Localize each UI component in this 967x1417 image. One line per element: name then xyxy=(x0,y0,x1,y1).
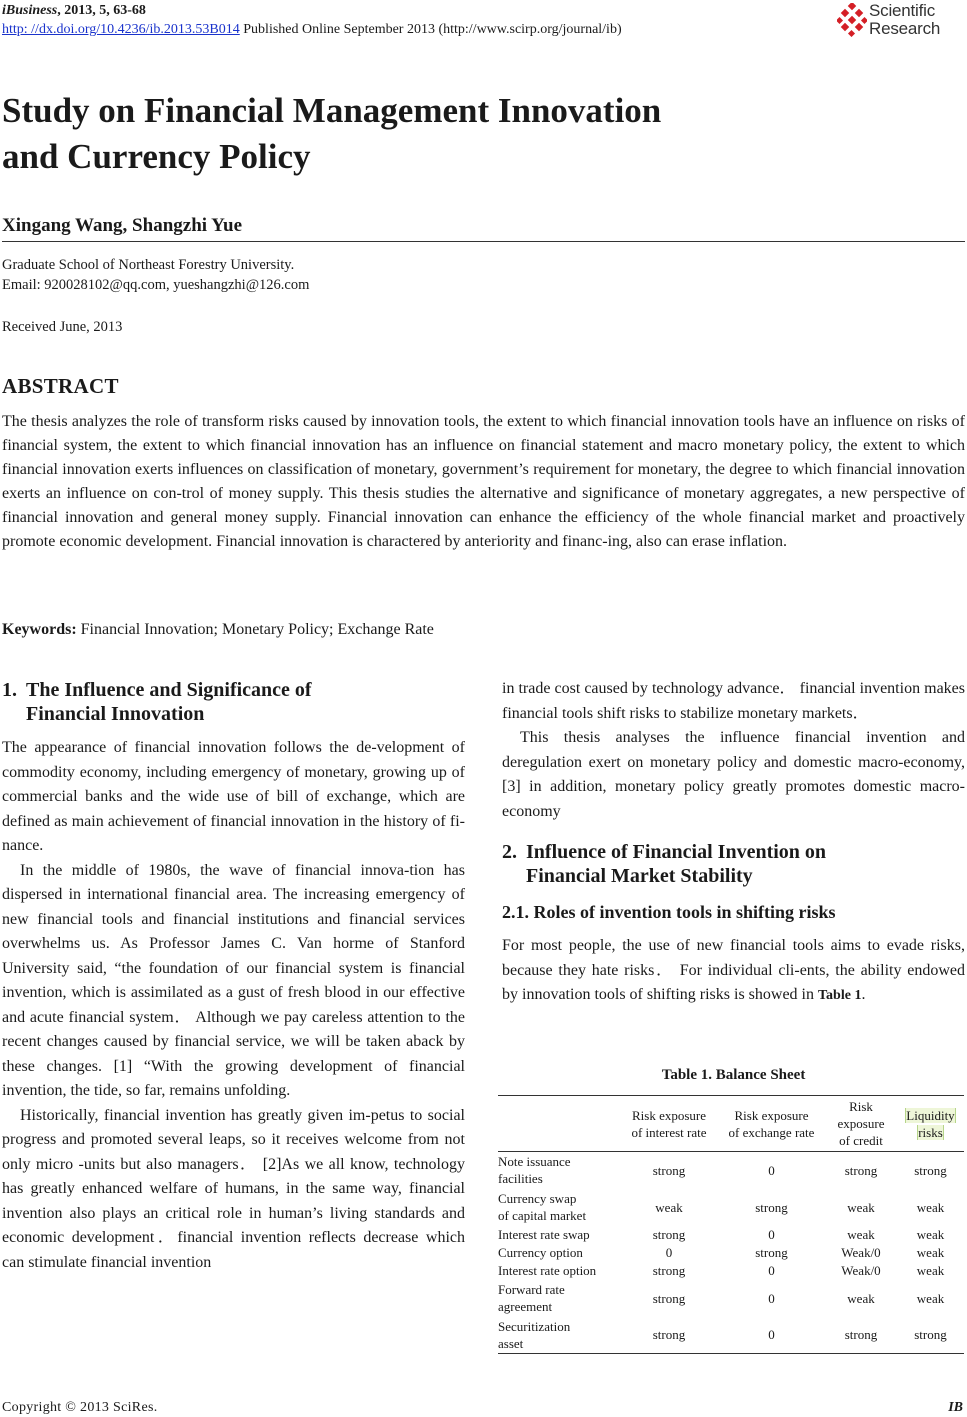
table-header-cell xyxy=(825,1096,897,1152)
table-header-text: Liquidity xyxy=(906,1107,955,1123)
paragraph: The appearance of financial innovation follows the de-velopment of commodity economy, including emergency of monetary, growing up of commercial banks and the wide use of bill of exchange, which are defined as main achievement of financial innovation in the history of fi-nance. xyxy=(2,739,465,854)
table-row-label xyxy=(498,1189,620,1226)
table-row xyxy=(498,1280,964,1317)
table-row xyxy=(498,1262,964,1280)
journal-abbreviation: IB xyxy=(948,1400,963,1415)
table-row-label-text: Interest rate option xyxy=(498,1263,597,1278)
left-column xyxy=(2,678,465,1275)
table-row-label-text: of capital market xyxy=(498,1208,587,1223)
table-cell: weak xyxy=(916,1245,945,1260)
section-2-heading: 2. Influence of Financial Invention on Financial Market Stability xyxy=(502,841,827,887)
table-caption: Table 1. Balance Sheet xyxy=(661,1067,806,1083)
paragraph: For most people, the use of new financial tools aims to evade risks, because they hate risks． For individual cli-ents, the ability endowed by innovation tools of shifting risks is showed in Table 1. xyxy=(502,937,965,1003)
table-header-cell xyxy=(897,1096,964,1152)
table-header-empty xyxy=(498,1096,620,1152)
table-cell: strong xyxy=(652,1263,686,1278)
table-row-label xyxy=(498,1244,620,1262)
table-body xyxy=(498,1152,964,1354)
table-row-label-text: Forward rate xyxy=(498,1282,565,1297)
table-row xyxy=(498,1189,964,1226)
paragraph: Historically, financial invention has greatly given im-petus to social progress and promoted several leaps, so it receives welcome from not only micro -units but also managers． [2]As we all know, technology has greatly enhanced welfare of humans, in the same way, financial invention also plays an critical role in human’s living standards and economic development．financial invention reflects decrease which can stimulate financial invention xyxy=(2,1106,465,1271)
table-cell: weak xyxy=(847,1290,875,1306)
table-row-label xyxy=(498,1262,620,1280)
doi-line xyxy=(2,21,622,39)
table-cell: weak xyxy=(847,1227,875,1242)
table-cell: weak xyxy=(847,1199,875,1215)
table-header-text: Risk exposure xyxy=(734,1107,809,1123)
table-row-label-text: facilities xyxy=(498,1171,543,1187)
table-header-row xyxy=(498,1096,964,1152)
table-row xyxy=(498,1152,964,1189)
table-header-cell xyxy=(718,1096,825,1152)
table-cell: strong xyxy=(652,1227,686,1242)
table-cell: weak xyxy=(655,1199,683,1215)
table-cell: 0 xyxy=(768,1227,775,1242)
table-header-cell xyxy=(620,1096,718,1152)
table-header-text: Risk xyxy=(849,1099,873,1114)
table-header-text: of interest rate xyxy=(631,1124,707,1140)
table-cell: strong xyxy=(914,1162,947,1178)
publisher-logo-icon xyxy=(837,3,867,37)
table-cell: 0 xyxy=(718,1317,825,1354)
table-row xyxy=(498,1244,964,1262)
journal-citation xyxy=(2,2,146,20)
section-2-1-heading: 2.1. Roles of invention tools in shifting risks xyxy=(502,902,836,922)
keywords-list: Financial Innovation; Monetary Policy; Exchange Rate xyxy=(76,621,434,638)
table-row-label xyxy=(498,1152,620,1189)
author-email: Email: 920028102@qq.com, yueshangzhi@126.com xyxy=(2,277,310,293)
table-cell: 0 xyxy=(665,1245,673,1260)
table-cell: strong xyxy=(652,1162,686,1178)
paragraph: In the middle of 1980s, the wave of financial innova-tion has dispersed in international financial area. The increasing emergency of new financial tools and financial institutions and financial services overwhelms us. As Professor James C. Van horme of Stanford University said, “the foundation of our financial system is financial invention, which is assimilated as a gust of fresh blood in our effective and acute financial system． Although we pay careless attention to the recent changes caused by financial service, we will be taken aback by these changes. [1] “With the growing development of financial invention, the tide, so far, remains unfolding. xyxy=(2,861,465,1099)
table-cell: strong xyxy=(844,1162,878,1178)
table-cell: strong xyxy=(620,1317,718,1354)
keywords-label: Keywords: xyxy=(2,621,77,638)
table-cell: weak xyxy=(916,1290,945,1306)
table-header-text: of credit xyxy=(839,1133,883,1148)
authors: Xingang Wang, Shangzhi Yue xyxy=(2,215,243,236)
table-row-label-text: Securitization xyxy=(498,1318,571,1334)
table-row xyxy=(498,1226,964,1244)
table-cell: weak xyxy=(916,1227,945,1242)
table-cell: strong xyxy=(652,1290,686,1306)
table-cell: strong xyxy=(755,1245,788,1260)
table-cell: Weak/0 xyxy=(841,1263,881,1278)
copyright: Copyright © 2013 SciRes. xyxy=(2,1400,158,1415)
table-cell: Weak/0 xyxy=(841,1245,881,1260)
table-header-text: exposure xyxy=(837,1116,885,1131)
table-cell: strong xyxy=(755,1199,788,1215)
table-row-label xyxy=(498,1317,620,1354)
keywords xyxy=(2,619,434,641)
table-reference[interactable]: Table 1 xyxy=(818,988,862,1003)
table-row-label-text: Note issuance xyxy=(498,1154,571,1170)
table-row-label-text: Currency option xyxy=(498,1245,583,1260)
balance-sheet-table xyxy=(498,1095,964,1354)
table-row-label-text: Currency swap xyxy=(498,1191,577,1206)
section-1-heading: 1. The Influence and Significance of Financial Innovation xyxy=(2,679,312,725)
table-row-label-text: Interest rate swap xyxy=(498,1227,590,1242)
publisher-name: Scientific Research xyxy=(869,1,941,38)
doi-link[interactable]: http: //dx.doi.org/10.4236/ib.2013.53B014 xyxy=(2,22,240,37)
table-row-label-text: asset xyxy=(498,1335,524,1351)
table-cell: 0 xyxy=(768,1162,775,1178)
table-cell: 0 xyxy=(768,1290,775,1306)
paragraph: in trade cost caused by technology advance． financial invention makes financial tools shift risks to stabilize monetary markets． xyxy=(502,680,965,722)
table-header-text: of exchange rate xyxy=(728,1124,815,1140)
title-divider xyxy=(2,241,965,242)
paper-title: Study on Financial Management Innovation and Currency Policy xyxy=(2,91,662,176)
received-date: Received June, 2013 xyxy=(2,319,123,335)
abstract-heading: ABSTRACT xyxy=(2,374,119,398)
table-cell: weak xyxy=(916,1263,945,1278)
publisher-logo xyxy=(837,0,965,42)
table-row xyxy=(498,1317,964,1354)
journal-ref: , 2013, 5, 63-68 xyxy=(57,3,146,18)
right-column xyxy=(502,677,965,1009)
table-cell: weak xyxy=(916,1199,945,1215)
table-cell: strong xyxy=(897,1317,964,1354)
table-cell: strong xyxy=(825,1317,897,1354)
table-header-text: Risk exposure xyxy=(631,1107,707,1123)
table-cell: 0 xyxy=(768,1263,775,1278)
table-row-label xyxy=(498,1226,620,1244)
paragraph: This thesis analyses the influence financial invention and deregulation exert on monetary policy and domestic macro-economy, [3] in addition, monetary policy greatly promotes domestic macro-economy xyxy=(502,729,965,820)
abstract-text: The thesis analyzes the role of transform risks caused by innovation tools, the extent to which financial innovation tools have an influence on risks of financial system, the extent to which financial innovation has an influence on financial statement and macro monetary policy, the extent to which financial innovation exerts influences on classification of monetary, government’s requirement for monetary, the degree to which financial innovation exerts an influence on con-trol of money supply. This thesis studies the alternative and significance of monetary aggregates, a new perspective of financial innovation and general money supply. Financial innovation can enhance the efficiency of the whole financial market and proactively promote economic development. Financial innovation is charactered by anteriority and financ-ing, also can erase inflation. xyxy=(2,413,965,550)
table-header-text: risks xyxy=(918,1124,943,1140)
table-row-label xyxy=(498,1280,620,1317)
table-row-label-text: agreement xyxy=(498,1299,553,1314)
affiliation: Graduate School of Northeast Forestry University. xyxy=(2,257,295,273)
journal-name: iBusiness xyxy=(2,3,58,18)
published-info: Published Online September 2013 (http://www.scirp.org/journal/ib) xyxy=(239,22,622,37)
